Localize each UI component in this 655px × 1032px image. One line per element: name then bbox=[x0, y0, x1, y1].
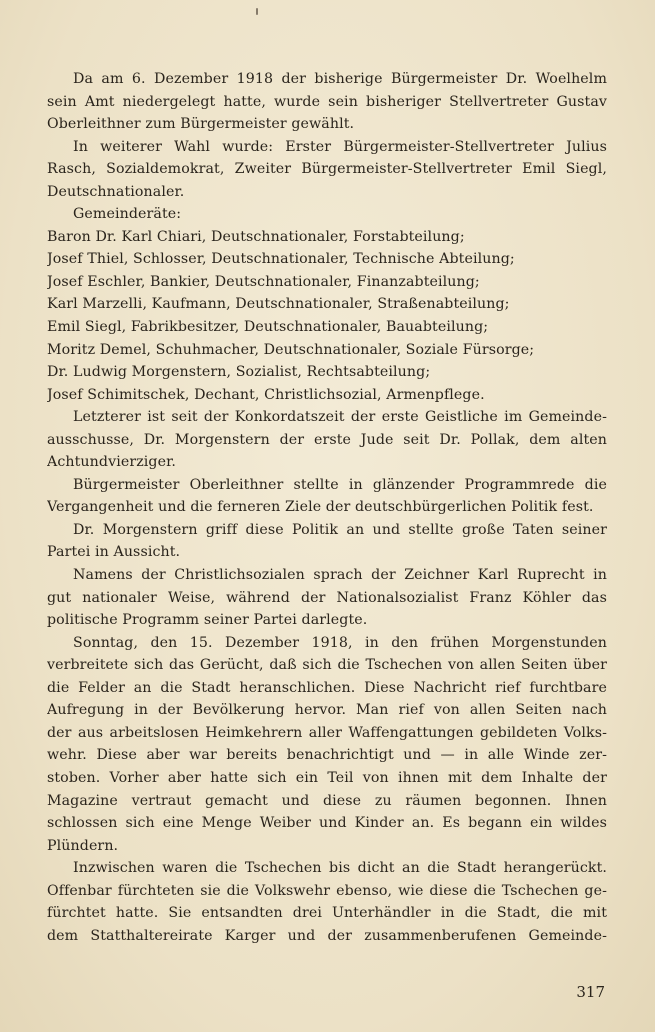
text-line: Josef Schimitschek, Dechant, Christlichsozial, Armenpflege. bbox=[47, 386, 485, 403]
text-line: Rasch, Sozialdemokrat, Zweiter Bürgermeister-Stellvertreter Emil Siegl, bbox=[47, 161, 607, 178]
text-line: ausschusse, Dr. Morgenstern der erste Jude seit Dr. Pollak, dem alten bbox=[47, 431, 607, 448]
text-line: gut nationaler Weise, während der Nationalsozialist Franz Köhler das bbox=[47, 589, 607, 606]
text-line: Dr. Ludwig Morgenstern, Sozialist, Rechtsabteilung; bbox=[47, 364, 431, 381]
page-number: 317 bbox=[576, 983, 605, 1001]
text-line: Josef Thiel, Schlosser, Deutschnationaler, Technische Abteilung; bbox=[47, 251, 515, 268]
text-line: Sonntag, den 15. Dezember 1918, in den frühen Morgenstunden bbox=[73, 634, 607, 651]
text-line: Partei in Aussicht. bbox=[47, 544, 181, 561]
text-line: Inzwischen waren die Tschechen bis dicht an die Stadt herangerückt. bbox=[73, 860, 607, 877]
text-line: sein Amt niedergelegt hatte, wurde sein bisheriger Stellvertreter Gustav bbox=[47, 93, 607, 110]
text-line: Deutschnationaler. bbox=[47, 183, 185, 200]
text-line: Plündern. bbox=[47, 837, 119, 854]
text-line: verbreitete sich das Gerücht, daß sich die Tschechen von allen Seiten über bbox=[47, 657, 607, 674]
text-line: Aufregung in der Bevölkerung hervor. Man rief von allen Seiten nach bbox=[47, 702, 607, 719]
text-line: wehr. Diese aber war bereits benachrichtigt und — in alle Winde zer- bbox=[47, 747, 607, 764]
body-text bbox=[47, 68, 607, 947]
text-line: stoben. Vorher aber hatte sich ein Teil von ihnen mit dem Inhalte der bbox=[47, 769, 607, 786]
text-line: Emil Siegl, Fabrikbesitzer, Deutschnationaler, Bauabteilung; bbox=[47, 319, 489, 336]
text-line: dem Statthaltereirate Karger und der zusammenberufenen Gemeinde- bbox=[47, 927, 607, 944]
text-line: Gemeinderäte: bbox=[73, 206, 182, 223]
text-line: Josef Eschler, Bankier, Deutschnationaler, Finanzabteilung; bbox=[47, 273, 480, 290]
text-line: die Felder an die Stadt heranschlichen. Diese Nachricht rief furchtbare bbox=[47, 679, 607, 696]
text-line: Dr. Morgenstern griff diese Politik an und stellte große Taten seiner bbox=[73, 521, 607, 538]
text-line: Namens der Christlichsozialen sprach der Zeichner Karl Ruprecht in bbox=[73, 567, 607, 584]
text-line: politische Programm seiner Partei darlegte. bbox=[47, 612, 368, 629]
text-line: Moritz Demel, Schuhmacher, Deutschnationaler, Soziale Fürsorge; bbox=[47, 341, 535, 358]
text-line: Karl Marzelli, Kaufmann, Deutschnationaler, Straßenabteilung; bbox=[47, 296, 510, 313]
text-line: fürchtet hatte. Sie entsandten drei Unterhändler in die Stadt, die mit bbox=[47, 905, 607, 922]
text-line: Baron Dr. Karl Chiari, Deutschnationaler, Forstabteilung; bbox=[47, 228, 465, 245]
text-line: In weiterer Wahl wurde: Erster Bürgermeister-Stellvertreter Julius bbox=[73, 138, 607, 155]
text-line: Bürgermeister Oberleithner stellte in glänzender Programmrede die bbox=[73, 476, 607, 493]
text-line: der aus arbeitslosen Heimkehrern aller Waffengattungen gebildeten Volks- bbox=[47, 724, 607, 741]
print-speck bbox=[256, 8, 258, 15]
text-line: Magazine vertraut gemacht und diese zu räumen begonnen. Ihnen bbox=[47, 792, 607, 809]
text-line: Da am 6. Dezember 1918 der bisherige Bürgermeister Dr. Woelhelm bbox=[73, 71, 607, 87]
text-line: Letzterer ist seit der Konkordatszeit der erste Geistliche im Gemeinde- bbox=[73, 409, 607, 426]
text-line: Achtundvierziger. bbox=[47, 454, 177, 471]
text-line: Oberleithner zum Bürgermeister gewählt. bbox=[47, 116, 355, 133]
text-line: Offenbar fürchteten sie die Volkswehr ebenso, wie diese die Tschechen ge- bbox=[47, 882, 607, 899]
text-line: Vergangenheit und die ferneren Ziele der deutschbürgerlichen Politik fest. bbox=[47, 499, 594, 516]
text-line: schlossen sich eine Menge Weiber und Kinder an. Es begann ein wildes bbox=[47, 815, 607, 832]
